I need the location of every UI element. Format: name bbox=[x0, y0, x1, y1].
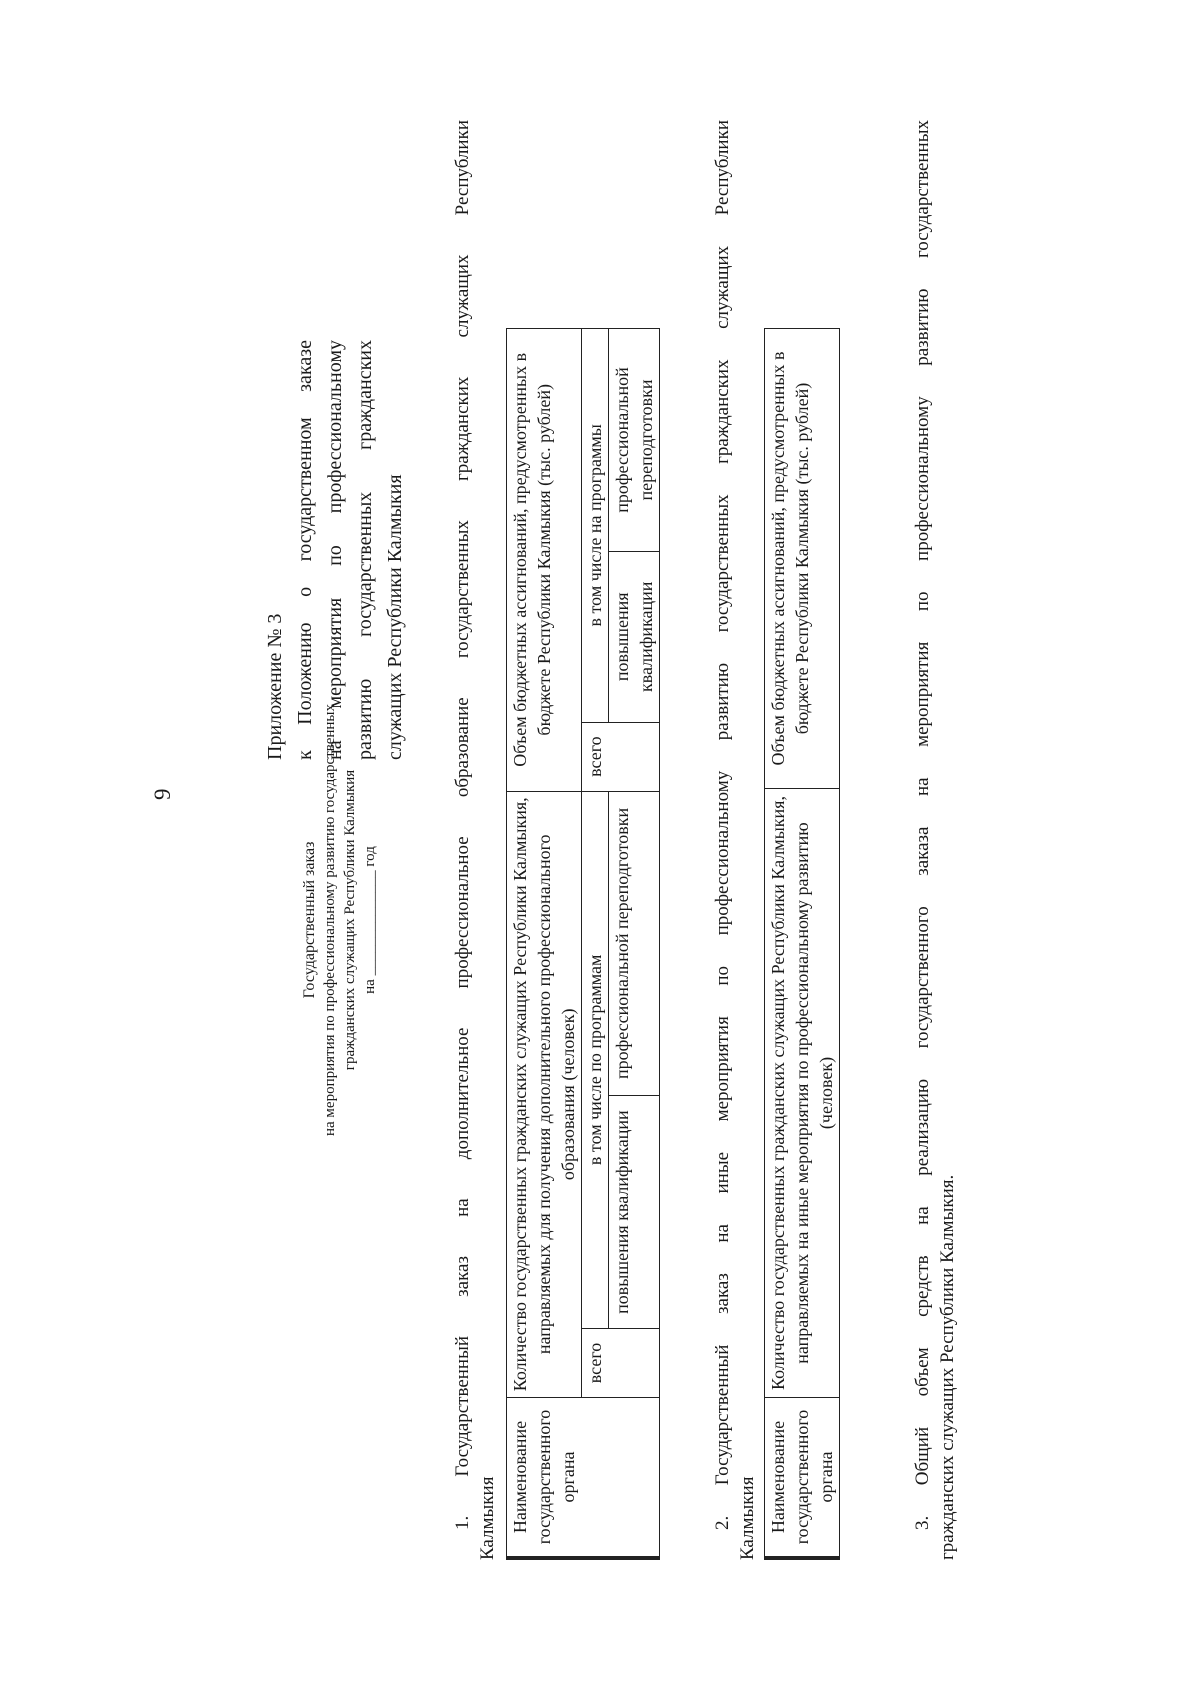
section-3-text bbox=[910, 120, 960, 1560]
order-title: Государственный заказ bbox=[301, 841, 318, 999]
column-header-qualification: повышения квалификации bbox=[609, 1096, 660, 1329]
order-subtitle: на мероприятия по профессиональному развитию государственных bbox=[322, 704, 338, 1136]
section-1-table bbox=[506, 328, 660, 1560]
column-header-organ: Наименование государственного органа bbox=[765, 1398, 840, 1559]
column-header-total: всего bbox=[582, 722, 660, 791]
appendix-line: развитию государственных гражданских bbox=[354, 340, 376, 760]
column-header-organ: Наименование государственного органа bbox=[507, 1398, 660, 1559]
page-number: 9 bbox=[150, 788, 175, 800]
section-title-line: гражданских служащих Республики Калмыкия. bbox=[937, 1174, 958, 1560]
order-subtitle: гражданских служащих Республики Калмыкия bbox=[342, 769, 358, 1071]
order-heading bbox=[300, 580, 380, 1260]
column-header-retraining: профессиональной переподготовки bbox=[609, 329, 660, 552]
column-header-budget: Объем бюджетных ассигнований, предусмотренных в бюджете Республики Калмыкия (тыс. рублей) bbox=[765, 329, 840, 789]
column-header-including: в том числе на программы bbox=[582, 329, 609, 723]
column-header-retraining: профессиональной переподготовки bbox=[609, 791, 660, 1096]
section-1-title bbox=[450, 120, 500, 1560]
column-header-including: в том числе по программам bbox=[582, 791, 609, 1328]
section-2-title bbox=[710, 120, 760, 1560]
year-suffix: год bbox=[362, 846, 378, 867]
column-header-qualification: повышения квалификации bbox=[609, 551, 660, 722]
year-blank: ______________ bbox=[362, 870, 378, 976]
column-header-budget: Объем бюджетных ассигнований, предусмотренных в бюджете Республики Калмыкия (тыс. рублей) bbox=[507, 329, 582, 792]
year-prefix: на bbox=[362, 979, 378, 994]
section-title-line: 2. Государственный заказ на иные мероприятия по профессиональному развитию государственных гражданских служащих Республики bbox=[712, 120, 733, 1530]
section-title-line: 1. Государственный заказ на дополнительное профессиональное образование государственных гражданских служащих Республики bbox=[452, 120, 473, 1530]
appendix-line: Приложение № 3 bbox=[264, 613, 286, 760]
section-title-line: Калмыкия bbox=[477, 1476, 498, 1560]
section-title-line: Калмыкия bbox=[737, 1476, 758, 1560]
document-page bbox=[150, 20, 1010, 1560]
section-2-table bbox=[764, 328, 840, 1560]
appendix-line: служащих Республики Калмыкия bbox=[384, 474, 406, 760]
section-title-line: 3. Общий объем средств на реализацию государственного заказа на мероприятия по профессиональному развитию государственных bbox=[912, 120, 933, 1530]
column-header-total: всего bbox=[582, 1329, 660, 1398]
appendix-line: к Положению о государственном заказе bbox=[294, 340, 316, 760]
column-header-count: Количество государственных гражданских служащих Республики Калмыкия, направляемых на иные мероприятия по профессиональному развитию (человек) bbox=[765, 789, 840, 1398]
appendix-line: на мероприятия по профессиональному bbox=[324, 340, 346, 760]
order-year-line bbox=[360, 580, 380, 1260]
column-header-count: Количество государственных гражданских служащих Республики Калмыкия, направляемых для получения дополнительного профессионального образования (человек) bbox=[507, 791, 582, 1397]
